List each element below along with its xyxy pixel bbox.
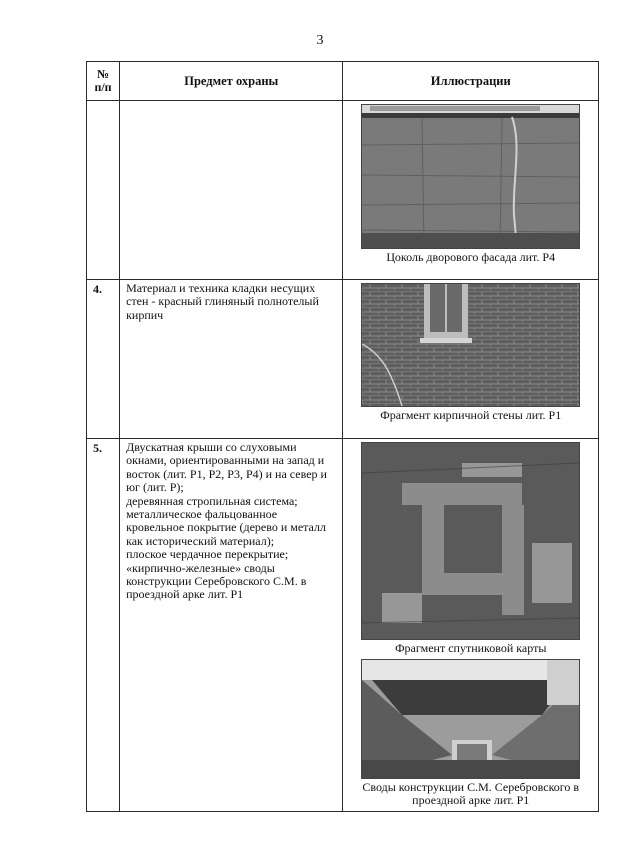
photo-brick-wall-graphic	[362, 284, 579, 406]
row-illustrations	[343, 439, 599, 812]
header-num	[87, 62, 120, 101]
row-illustrations	[343, 101, 599, 280]
photo-caption: Фрагмент спутниковой карты	[395, 641, 547, 655]
row-number: 5.	[87, 439, 120, 812]
table-row	[87, 101, 599, 280]
protection-table	[86, 61, 599, 812]
photo-caption: Цоколь дворового фасада лит. Р4	[386, 250, 556, 264]
photo-caption: Фрагмент кирпичной стены лит. Р1	[380, 408, 562, 422]
header-illustrations: Иллюстрации	[343, 62, 599, 101]
header-num-label: № п/п	[94, 67, 112, 94]
photo-arch-vaults-graphic	[362, 660, 579, 778]
row-number: 4.	[87, 280, 120, 439]
row-number	[87, 101, 120, 280]
photo-plinth-graphic	[362, 105, 579, 248]
row-illustrations	[343, 280, 599, 439]
row-subject: Материал и техника кладки несущих стен - красный глиняный полнотелый кирпич	[120, 280, 343, 439]
table-row	[87, 280, 599, 439]
photo-satellite-map	[361, 442, 580, 640]
photo-arch-vaults	[361, 659, 580, 779]
table-row	[87, 439, 599, 812]
row-subject: Двускатная крыши со слуховыми окнами, ориентированными на запад и восток (лит. Р1, Р2, Р3, Р4) и на север и юг (лит. Р); деревянная стропильная система; металлическое фальцованное кровельное покрытие (дерево и металл как исторический материал); плоское чердачное перекрытие; «кирпично-железные» своды конструкции Серебровского С.М. в проездной арке лит. Р1	[120, 439, 343, 812]
photo-plinth	[361, 104, 580, 249]
row-subject	[120, 101, 343, 280]
header-subject: Предмет охраны	[120, 62, 343, 101]
photo-brick-wall	[361, 283, 580, 407]
photo-satellite-map-graphic	[362, 443, 579, 639]
table-header-row	[87, 62, 599, 101]
page-number: 3	[316, 33, 324, 48]
photo-caption: Своды конструкции С.М. Серебровского в проездной арке лит. Р1	[362, 779, 580, 807]
